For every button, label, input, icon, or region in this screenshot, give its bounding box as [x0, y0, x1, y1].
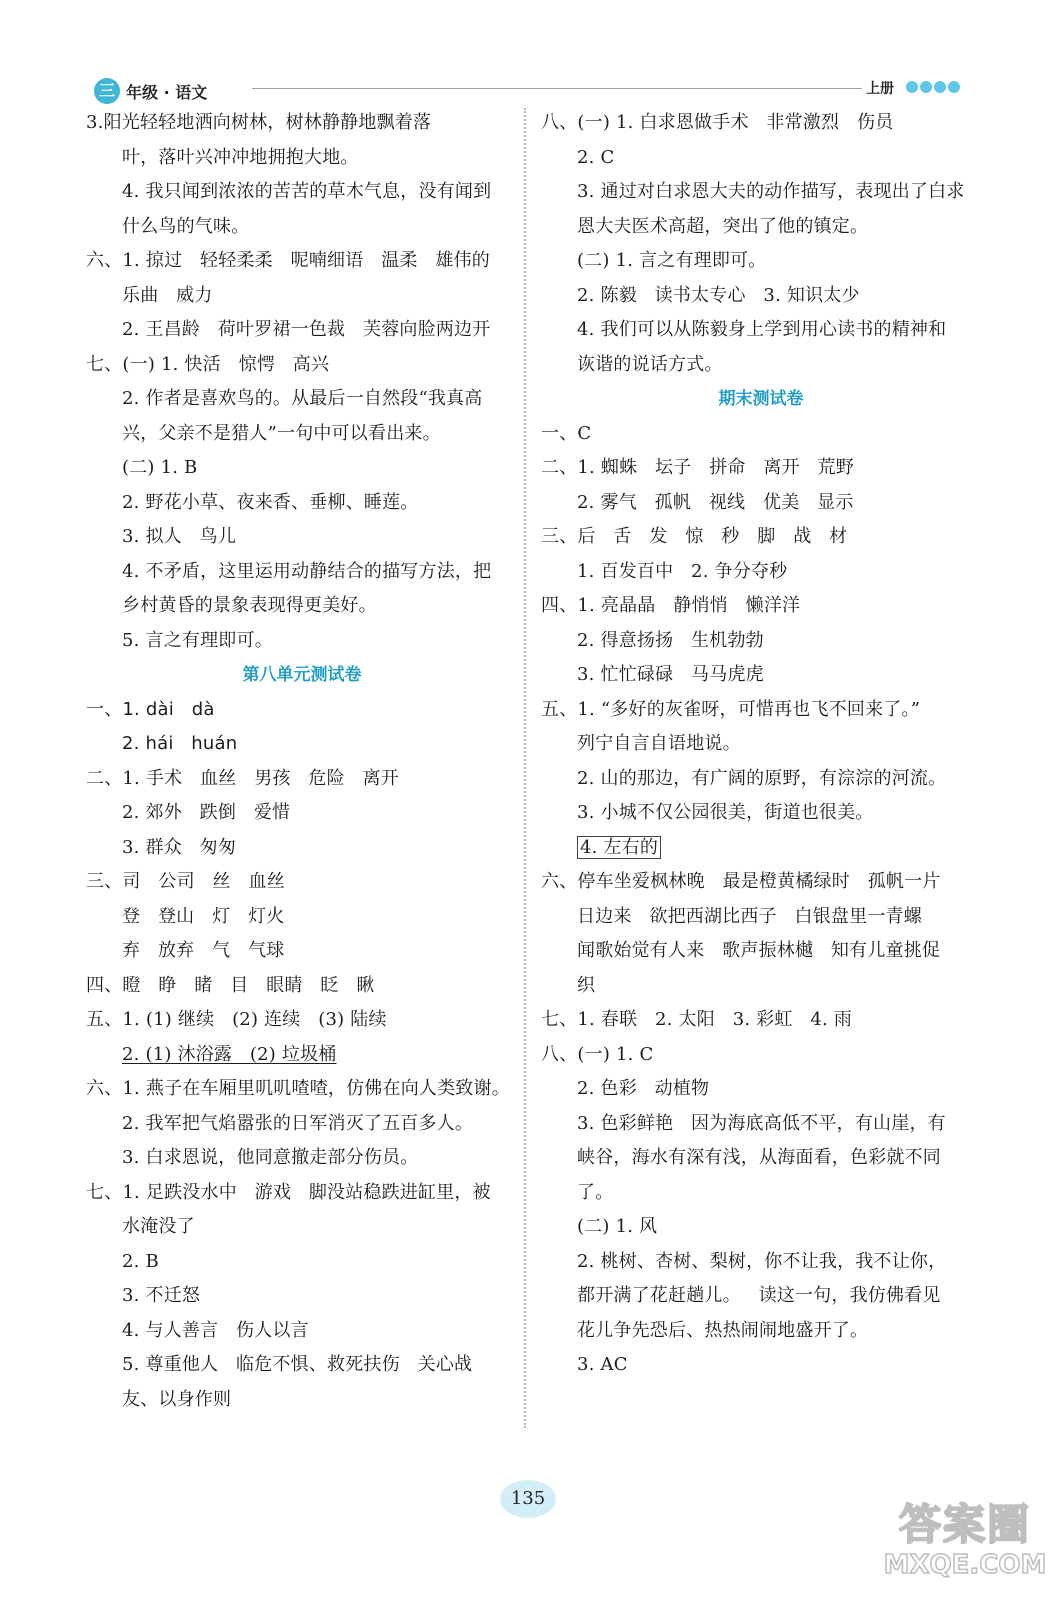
answer-line [541, 624, 981, 659]
answer-line [541, 969, 981, 1004]
answer-text: 六、1. 燕子在车厢里叽叽喳喳，仿佛在向人类致谢。 [86, 1078, 510, 1099]
answer-line [86, 1348, 518, 1383]
answer-text: 三、后 舌 发 惊 秒 脚 战 材 [541, 526, 848, 547]
answer-text: 弃 放弃 气 气球 [122, 940, 285, 961]
page-header [0, 0, 1058, 108]
answer-line [86, 1107, 518, 1142]
answer-line [86, 1141, 518, 1176]
answer-text: 2. 作者是喜欢鸟的。从最后一自然段“我真高 [122, 388, 483, 409]
answer-text: 一、1. dài dà [86, 698, 215, 720]
answer-text: 六、1. 掠过 轻轻柔柔 呢喃细语 温柔 雄伟的 [86, 250, 490, 271]
answer-text: 5. 言之有理即可。 [122, 629, 273, 651]
answer-text: 恩大夫医术高超，突出了他的镇定。 [577, 215, 869, 237]
answer-line [541, 658, 981, 693]
answer-line [86, 417, 518, 452]
answer-text: 2. 得意扬扬 生机勃勃 [577, 629, 764, 651]
answer-text: 2. B [122, 1250, 159, 1272]
answer-text: 2. 山的那边，有广阔的原野，有淙淙的河流。 [577, 767, 947, 789]
answer-line [86, 900, 518, 935]
column-divider [524, 108, 526, 1428]
answer-text: 5. 尊重他人 临危不惧、救死扶伤 关心战 [122, 1354, 473, 1375]
answer-line [86, 555, 518, 590]
section-title: 期末测试卷 [718, 389, 804, 409]
answer-line [541, 244, 981, 279]
answer-line [86, 796, 518, 831]
answer-line [541, 175, 981, 210]
answer-text: (二) 1. 言之有理即可。 [577, 250, 767, 271]
answer-text: 二、1. 手术 血丝 男孩 危险 离开 [86, 767, 399, 789]
answer-text: 七、1. 春联 2. 太阳 3. 彩虹 4. 雨 [541, 1009, 853, 1030]
answer-line [541, 831, 981, 866]
watermark-text: 答案圈 [898, 1500, 1031, 1549]
answer-text: 3. 忙忙碌碌 马马虎虎 [577, 664, 764, 685]
answer-line [541, 1279, 981, 1314]
answer-line [86, 1279, 518, 1314]
answer-line [541, 1003, 981, 1038]
answer-line [86, 969, 518, 1004]
answer-text: 乡村黄昏的景象表现得更美好。 [122, 595, 377, 616]
answer-line [86, 313, 518, 348]
answer-text: 2. (1) 沐浴露 (2) 垃圾桶 [122, 1043, 337, 1065]
answer-text: 4. 左右的 [577, 836, 661, 859]
answer-text: 3.阳光轻轻地洒向树林，树林静静地飘着落 [86, 112, 432, 133]
answer-text: 了。 [577, 1181, 614, 1203]
answer-text: 二、1. 蜘蛛 坛子 拼命 离开 荒野 [541, 457, 854, 478]
answer-line [541, 486, 981, 521]
grade-badge: 三 [94, 78, 120, 104]
answer-text: 2. 野花小草、夜来香、垂柳、睡莲。 [122, 491, 419, 513]
answer-text: 峡谷，海水有深有浅，从海面看，色彩就不同 [577, 1147, 941, 1168]
answer-text: 织 [577, 974, 596, 996]
answer-line [86, 589, 518, 624]
decorative-dots-icon [906, 81, 960, 93]
answer-line [541, 1348, 981, 1383]
watermark-url: MXQE.COM [883, 1550, 1047, 1580]
answer-text: 一、C [541, 422, 592, 444]
answer-line [541, 1141, 981, 1176]
answer-text: 四、1. 亮晶晶 静悄悄 懒洋洋 [541, 595, 801, 616]
answer-line [86, 382, 518, 417]
answer-text: 3. 不迁怒 [122, 1285, 201, 1306]
answer-line [86, 865, 518, 900]
answer-line [541, 589, 981, 624]
answer-text: 3. AC [577, 1354, 628, 1375]
answer-line [86, 934, 518, 969]
answer-text: 五、1. “多好的灰雀呀，可惜再也飞不回来了。” [541, 698, 921, 720]
answer-text: 登 登山 灯 灯火 [122, 905, 285, 927]
right-answer-column [541, 106, 981, 1383]
answer-text: 花儿争先恐后、热热闹闹地盛开了。 [577, 1319, 869, 1341]
grade-subject-label: 年级 · 语文 [126, 83, 208, 102]
answer-text: 4. 不矛盾，这里运用动静结合的描写方法，把 [122, 560, 492, 582]
answer-text: (二) 1. B [122, 457, 198, 478]
answer-text: 4. 我们可以从陈毅身上学到用心读书的精神和 [577, 319, 947, 340]
answer-text: 3. 拟人 鸟儿 [122, 526, 237, 547]
answer-text: 友、以身作则 [122, 1388, 232, 1410]
answer-text: 3. 群众 匆匆 [122, 836, 237, 858]
answer-line [541, 1314, 981, 1349]
answer-line [541, 1107, 981, 1142]
answer-text: (二) 1. 风 [577, 1216, 658, 1237]
answer-line [86, 727, 518, 762]
answer-line [541, 900, 981, 935]
answer-line [86, 1245, 518, 1280]
section-title: 第八单元测试卷 [242, 665, 362, 685]
answer-text: 水淹没了 [122, 1216, 195, 1237]
answer-text: 2. 桃树、杏树、梨树，你不让我，我不让你， [577, 1250, 947, 1272]
answer-line [86, 1072, 518, 1107]
answer-line [541, 451, 981, 486]
answer-line [541, 1072, 981, 1107]
answer-text: 2. 雾气 孤帆 视线 优美 显示 [577, 491, 854, 513]
answer-text: 3. 白求恩说，他同意撤走部分伤员。 [122, 1147, 419, 1168]
answer-line [541, 106, 981, 141]
answer-line [86, 1314, 518, 1349]
answer-line [541, 279, 981, 314]
answer-line [541, 1038, 981, 1073]
answer-text: 2. 我军把气焰嚣张的日军消灭了五百多人。 [122, 1112, 474, 1134]
answer-text: 闻歌始觉有人来 歌声振林樾 知有儿童挑促 [577, 940, 941, 961]
answer-text: 诙谐的说话方式。 [577, 353, 723, 375]
answer-line [86, 279, 518, 314]
answer-text: 4. 与人善言 伤人以言 [122, 1319, 309, 1341]
answer-line [86, 451, 518, 486]
answer-text: 列宁自言自语地说。 [577, 733, 741, 754]
answer-text: 叶，落叶兴冲冲地拥抱大地。 [122, 146, 359, 168]
answer-line [541, 796, 981, 831]
answer-text: 五、1. (1) 继续 (2) 连续 (3) 陆续 [86, 1009, 387, 1030]
answer-text: 4. 我只闻到浓浓的苦苦的草木气息，没有闻到 [122, 181, 492, 202]
answer-text: 七、1. 足跌没水中 游戏 脚没站稳跌进缸里，被 [86, 1181, 491, 1203]
answer-line [541, 865, 981, 900]
answer-text: 八、(一) 1. C [541, 1043, 654, 1065]
answer-text: 2. hái huán [122, 733, 238, 754]
answer-line [86, 1003, 518, 1038]
answer-line [86, 1210, 518, 1245]
answer-line [86, 210, 518, 245]
book-volume-label: 上册 [866, 81, 894, 97]
answer-line [86, 1176, 518, 1211]
answer-line [86, 348, 518, 383]
answer-line [541, 520, 981, 555]
answer-line [541, 727, 981, 762]
answer-text: 3. 通过对白求恩大夫的动作描写，表现出了白求 [577, 181, 965, 202]
answer-text: 什么鸟的气味。 [122, 215, 250, 237]
answer-line [86, 1383, 518, 1418]
answer-text: 日边来 欲把西湖比西子 白银盘里一青螺 [577, 905, 922, 927]
left-answer-column [86, 106, 518, 1417]
answer-line [86, 141, 518, 176]
answer-line [541, 210, 981, 245]
answer-line [541, 1245, 981, 1280]
page-number: 135 [500, 1480, 556, 1518]
answer-text: 六、停车坐爱枫林晚 最是橙黄橘绿时 孤帆一片 [541, 871, 941, 892]
answer-line [86, 624, 518, 659]
answer-line [86, 762, 518, 797]
answer-text: 1. 百发百中 2. 争分夺秒 [577, 560, 788, 582]
answer-text: 2. C [577, 146, 615, 168]
answer-text: 2. 郊外 跌倒 爱惜 [122, 802, 291, 823]
answer-text: 八、(一) 1. 白求恩做手术 非常激烈 伤员 [541, 112, 894, 133]
watermark-logo [880, 1492, 1050, 1592]
answer-text: 3. 小城不仅公园很美，街道也很美。 [577, 802, 874, 823]
answer-text: 3. 色彩鲜艳 因为海底高低不平，有山崖，有 [577, 1112, 946, 1134]
answer-line [541, 348, 981, 383]
answer-line [86, 520, 518, 555]
answer-text: 三、司 公司 丝 血丝 [86, 871, 285, 892]
answer-text: 乐曲 威力 [122, 284, 213, 306]
answer-line [86, 693, 518, 728]
answer-line [541, 555, 981, 590]
answer-text: 都开满了花赶趟儿。 读这一句，我仿佛看见 [577, 1285, 941, 1306]
answer-line [86, 486, 518, 521]
answer-text: 2. 陈毅 读书太专心 3. 知识太少 [577, 284, 860, 306]
answer-line [541, 762, 981, 797]
answer-line [86, 175, 518, 210]
answer-line [541, 693, 981, 728]
answer-line [541, 417, 981, 452]
answer-line [541, 1210, 981, 1245]
answer-text: 兴，父亲不是猎人”一句中可以看出来。 [122, 422, 441, 444]
answer-text: 2. 色彩 动植物 [577, 1078, 710, 1099]
answer-text: 2. 王昌龄 荷叶罗裙一色裁 芙蓉向脸两边开 [122, 319, 491, 340]
answer-line [86, 106, 518, 141]
answer-line [541, 313, 981, 348]
answer-line [541, 934, 981, 969]
answer-line [86, 831, 518, 866]
answer-line [86, 244, 518, 279]
answer-text: 七、(一) 1. 快活 惊愕 高兴 [86, 353, 330, 375]
answer-text: 四、瞪 睁 睹 目 眼睛 眨 瞅 [86, 974, 375, 996]
answer-line [86, 1038, 518, 1073]
header-rule [252, 88, 862, 89]
answer-line [541, 1176, 981, 1211]
answer-line [541, 141, 981, 176]
